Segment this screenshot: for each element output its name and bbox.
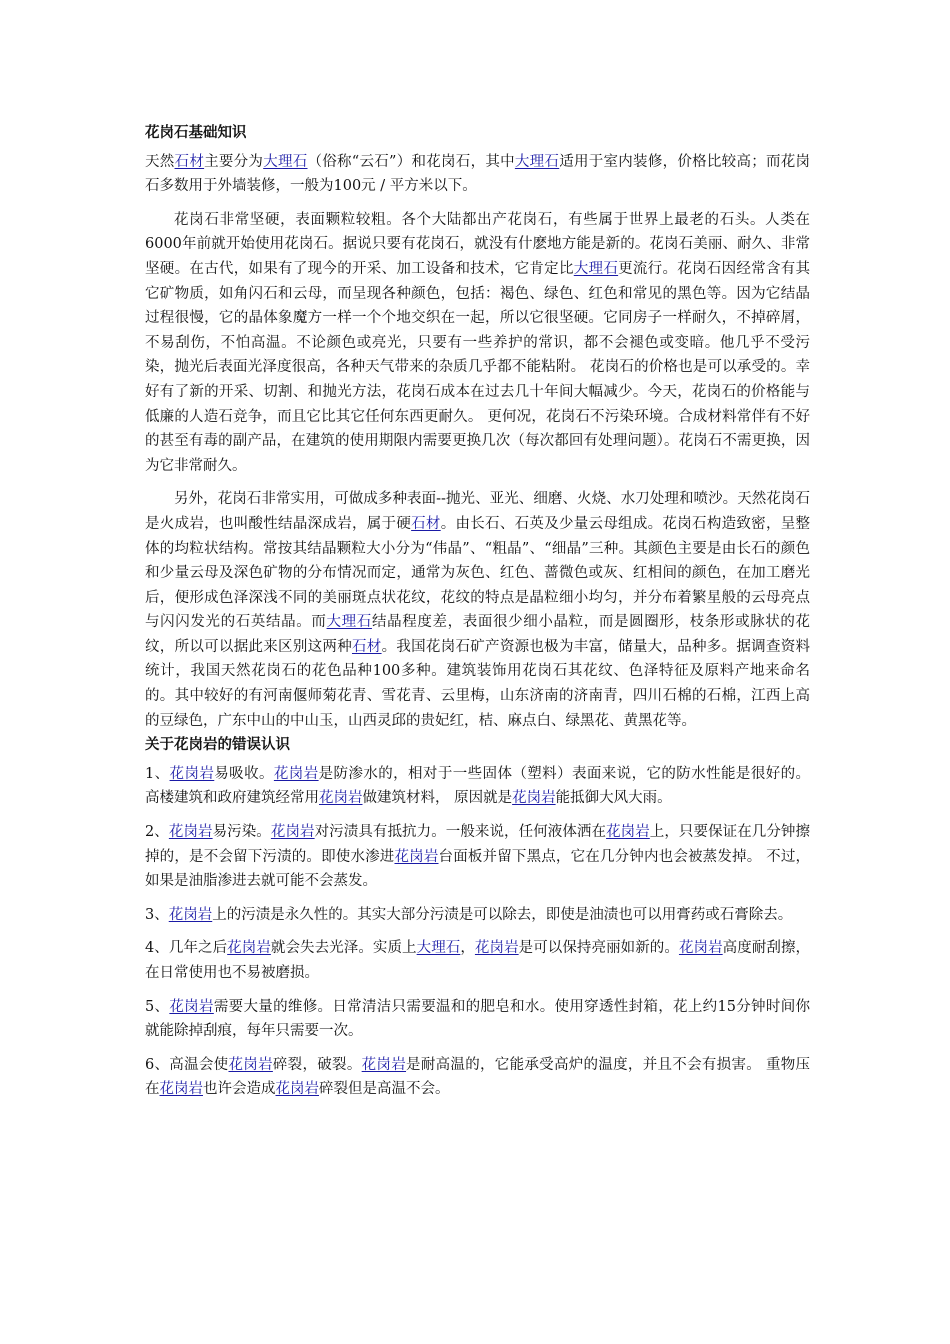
- paragraph: [145, 903, 810, 928]
- section-title-misconceptions: 关于花岗岩的错误认识: [145, 737, 290, 754]
- paragraph-text: 是可以保持亮丽如新的。: [518, 940, 679, 957]
- paragraph-text: 5、: [145, 998, 170, 1015]
- paragraph-text: 高度耐刮擦，在日常使用也不易被磨损。: [145, 940, 811, 981]
- paragraph: [145, 762, 810, 811]
- section-granite-basics: [145, 150, 810, 734]
- keyword-link[interactable]: 花岗岩: [512, 790, 556, 807]
- paragraph: [145, 820, 810, 894]
- paragraph-text: 结晶程度差，表面很少细小晶粒，而是圆圈形，枝条形或脉状的花纹，所以可以据此来区别这两种: [145, 614, 811, 655]
- paragraph: [145, 936, 810, 985]
- paragraph-text: （俗称“云石”）和花岗石，其中: [307, 153, 515, 170]
- paragraph: [145, 487, 810, 733]
- section-misconceptions: [145, 762, 810, 1102]
- keyword-link[interactable]: 花岗岩: [394, 848, 439, 865]
- paragraph: [145, 1053, 810, 1102]
- paragraph-text: 天然: [145, 153, 175, 170]
- paragraph-text: 1、: [145, 765, 170, 782]
- paragraph-text: 易吸收。: [214, 765, 274, 782]
- keyword-link[interactable]: 花岗岩: [168, 824, 213, 841]
- keyword-link[interactable]: 花岗岩: [270, 824, 315, 841]
- paragraph-text: 。我国花岗石矿产资源也极为丰富，储量大，品种多。据调查资料统计，我国天然花岗石的花色品种100多种。建筑装饰用花岗石其花纹、色泽特征及原料产地来命名的。其中较好的有河南偃师菊花青、雪花青、云里梅，山东济南的济南青，四川石棉的石棉，江西上高的豆绿色，广东中山的中山玉，山西灵邱的贵妃红，桔、麻点白、绿黑花、黄黑花等。: [145, 638, 811, 729]
- paragraph-text: 做建筑材料， 原因就是: [362, 790, 513, 807]
- paragraph-text: 需要大量的维修。日常清洁只需要温和的肥皂和水。使用穿透性封箱，花上约15分钟时间你就能除掉刮痕，每年只需要一次。: [145, 998, 811, 1040]
- document-body: [145, 121, 810, 1111]
- paragraph-text: 更流行。花岗石因经常含有其它矿物质，如角闪石和云母，而呈现各种颜色，包括：褐色、绿色、红色和常见的黑色等。因为它结晶过程很慢，它的晶体象魔方一样一个个地交织在一起，所以它很坚硬。它同房子一样耐久，不掉碎屑，不易刮伤，不怕高温。不论颜色或亮光，只要有一些养护的常识，都不会褪色或变暗。他几乎不受污染，抛光后表面光泽度很高，各种天气带来的杂质几乎都不能粘附。 花岗石的价格也是可以承受的。幸好有了新的开采、切割、和抛光方法，花岗石成本在过去几十年间大幅减少。今天，花岗石的价格能与低廉的人造石竞争，而且它比其它任何东西更耐久。 更何况，花岗石不污染环境。合成材料常伴有不好的甚至有毒的副产品，在建筑的使用期限内需要更换几次（每次都回有处理问题）。花岗石不需更换，因为它非常耐久。: [145, 260, 811, 474]
- keyword-link[interactable]: 花岗岩: [319, 790, 363, 807]
- keyword-link[interactable]: 花岗岩: [227, 940, 271, 957]
- paragraph-text: 2、: [145, 824, 169, 841]
- paragraph-text: 是防渗水的，相对于一些固体（塑料）表面来说，它的防水性能是很好的。 高楼建筑和政府建筑经常用: [145, 765, 811, 807]
- paragraph: [145, 995, 810, 1044]
- paragraph: [145, 208, 810, 479]
- keyword-link[interactable]: 石材: [351, 638, 382, 655]
- paragraph-text: 能抵御大风大雨。: [555, 790, 672, 807]
- paragraph-text: 台面板并留下黑点，它在几分钟内也会被蒸发掉。 不过，如果是油脂渗进去就可能不会蒸发。: [145, 848, 811, 890]
- paragraph-text: 碎裂但是高温不会。: [319, 1081, 450, 1098]
- paragraph-text: 6、高温会使: [145, 1056, 229, 1073]
- keyword-link[interactable]: 大理石: [263, 153, 308, 170]
- keyword-link[interactable]: 花岗岩: [606, 824, 650, 841]
- keyword-link[interactable]: 花岗岩: [159, 1081, 203, 1098]
- keyword-link[interactable]: 大理石: [514, 153, 560, 170]
- paragraph-text: 上，只要保证在几分钟擦掉的，是不会留下污渍的。即使水渗进: [145, 824, 811, 865]
- paragraph-text: 花岗石非常坚硬，表面颗粒较粗。各个大陆都出产花岗石，有些属于世界上最老的石头。人类在6000年前就开始使用花岗石。据说只要有花岗石，就没有什麽地方能是新的。花岗石美丽、耐久、非常坚硬。在古代，如果有了现今的开采、加工设备和技术，它肯定比: [145, 211, 810, 277]
- keyword-link[interactable]: 花岗岩: [169, 765, 215, 782]
- paragraph-text: 上的污渍是永久性的。其实大部分污渍是可以除去，即使是油渍也可以用膏药或石膏除去。: [212, 906, 793, 923]
- paragraph-text: 碎裂，破裂。: [272, 1056, 362, 1073]
- paragraph-text: 就会失去光泽。实质上: [270, 940, 417, 957]
- keyword-link[interactable]: 石材: [174, 153, 205, 170]
- paragraph-text: 也许会造成: [203, 1081, 276, 1098]
- paragraph-text: 是耐高温的，它能承受高炉的温度，并且不会有损害。 重物压在: [145, 1056, 811, 1098]
- keyword-link[interactable]: 花岗岩: [361, 1056, 407, 1073]
- paragraph-text: ，: [460, 940, 475, 957]
- keyword-link[interactable]: 石材: [411, 515, 441, 532]
- paragraph: [145, 150, 810, 199]
- section-title-granite-basics: 花岗石基础知识: [145, 125, 247, 141]
- keyword-link[interactable]: 花岗岩: [168, 906, 213, 923]
- paragraph-text: 。由长石、石英及少量云母组成。花岗石构造致密，呈整体的均粒状结构。常按其结晶颗粒大小分为“伟晶”、“粗晶”、“细晶”三种。其颜色主要是由长石的颜色和少量云母及深色矿物的分布情况而定，通常为灰色、红色、蔷微色或灰、红相间的颜色，在加工磨光后，便形成色泽深浅不同的美丽斑点状花纹，花纹的特点是晶粒细小均匀，并分布着繁星般的云母亮点与闪闪发光的石英结晶。而: [145, 515, 811, 631]
- paragraph-text: 3、: [145, 906, 169, 923]
- keyword-link[interactable]: 花岗岩: [275, 1081, 319, 1098]
- paragraph-text: 适用于室内装修，价格比较高；而花岗石多数用于外墙装修，一般为100元 / 平方米以下。: [145, 153, 811, 195]
- keyword-link[interactable]: 花岗岩: [273, 765, 319, 782]
- paragraph-text: 4、几年之后: [145, 940, 228, 957]
- keyword-link[interactable]: 花岗岩: [474, 940, 519, 957]
- keyword-link[interactable]: 大理石: [573, 260, 619, 277]
- keyword-link[interactable]: 花岗岩: [228, 1056, 273, 1073]
- keyword-link[interactable]: 大理石: [326, 614, 372, 631]
- keyword-link[interactable]: 花岗岩: [678, 940, 723, 957]
- keyword-link[interactable]: 花岗岩: [169, 998, 214, 1015]
- paragraph-text: 对污渍具有抵抗力。一般来说，任何液体洒在: [314, 824, 607, 841]
- paragraph-text: 另外，花岗石非常实用，可做成多种表面--抛光、亚光、细磨、火烧、水刀处理和喷沙。天然花岗石是火成岩，也叫酸性结晶深成岩，属于硬: [145, 491, 810, 532]
- keyword-link[interactable]: 大理石: [416, 940, 461, 957]
- paragraph-text: 主要分为: [204, 153, 264, 170]
- paragraph-text: 易污染。: [212, 824, 271, 841]
